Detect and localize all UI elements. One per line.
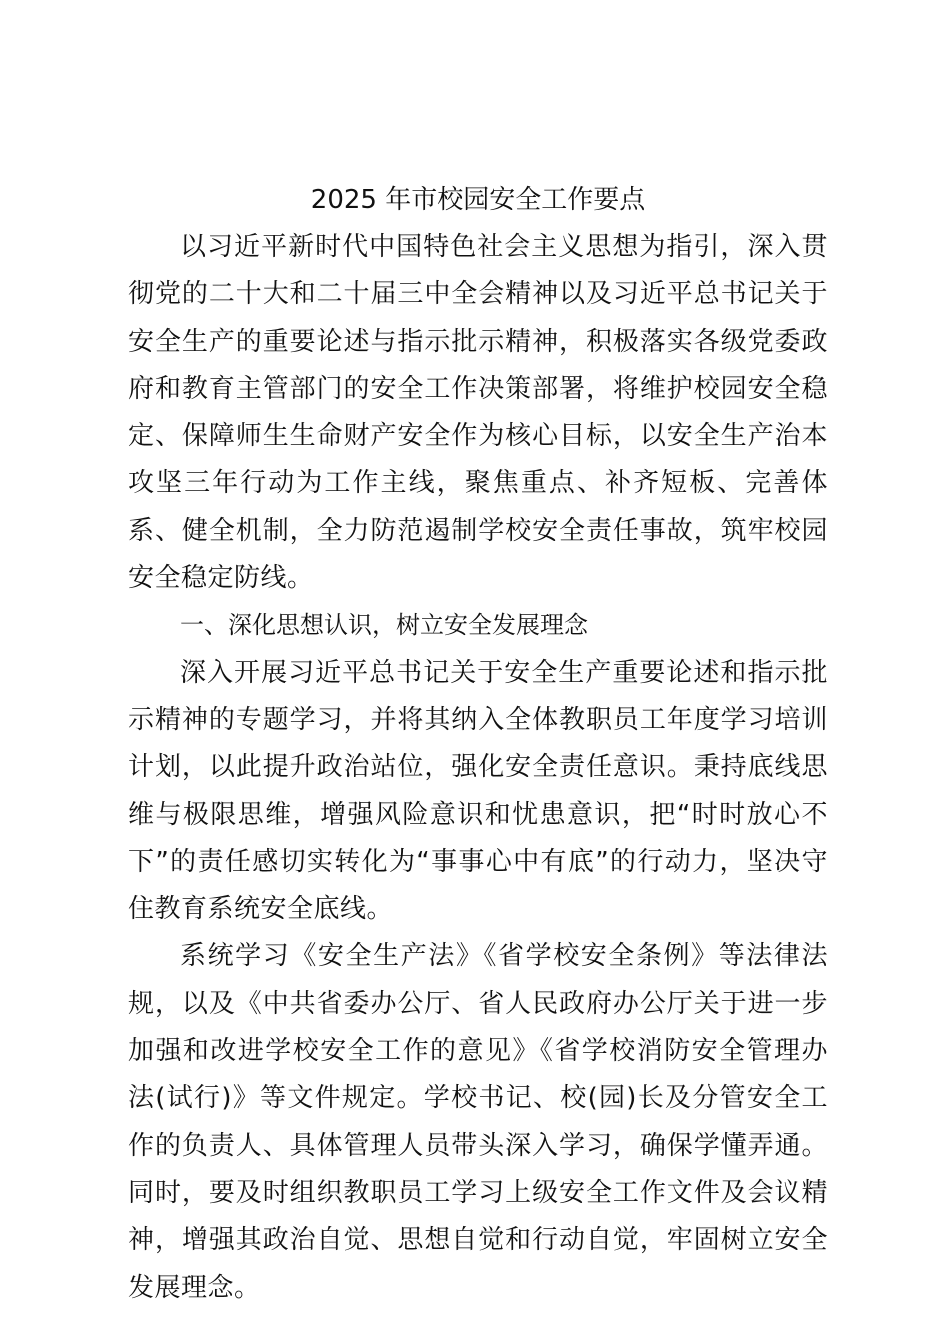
document-body [128,176,828,1312]
intro-paragraph: 以习近平新时代中国特色社会主义思想为指引，深入贯彻党的二十大和二十届三中全会精神以及习近平总书记关于安全生产的重要论述与指示批示精神，积极落实各级党委政府和教育主管部门的安全工作决策部署，将维护校园安全稳定、保障师生生命财产安全作为核心目标，以安全生产治本攻坚三年行动为工作主线，聚焦重点、补齐短板、完善体系、健全机制，全力防范遏制学校安全责任事故，筑牢校园安全稳定防线。 [128,232,828,594]
body-paragraph: 深入开展习近平总书记关于安全生产重要论述和指示批示精神的专题学习，并将其纳入全体教职员工年度学习培训计划，以此提升政治站位，强化安全责任意识。秉持底线思维与极限思维，增强风险意识和忧患意识，把“时时放心不下”的责任感切实转化为“事事心中有底”的行动力，坚决守住教育系统安全底线。 [128,657,828,925]
document-title: 2025 年市校园安全工作要点 [310,185,646,215]
section-heading: 一、深化思想认识，树立安全发展理念 [180,611,588,640]
body-paragraph: 系统学习《安全生产法》《省学校安全条例》等法律法规，以及《中共省委办公厅、省人民政府办公厅关于进一步加强和改进学校安全工作的意见》《省学校消防安全管理办法(试行)》等文件规定。学校书记、校(园)长及分管安全工作的负责人、具体管理人员带头深入学习，确保学懂弄通。同时，要及时组织教职员工学习上级安全工作文件及会议精神，增强其政治自觉、思想自觉和行动自觉，牢固树立安全发展理念。 [128,941,828,1303]
